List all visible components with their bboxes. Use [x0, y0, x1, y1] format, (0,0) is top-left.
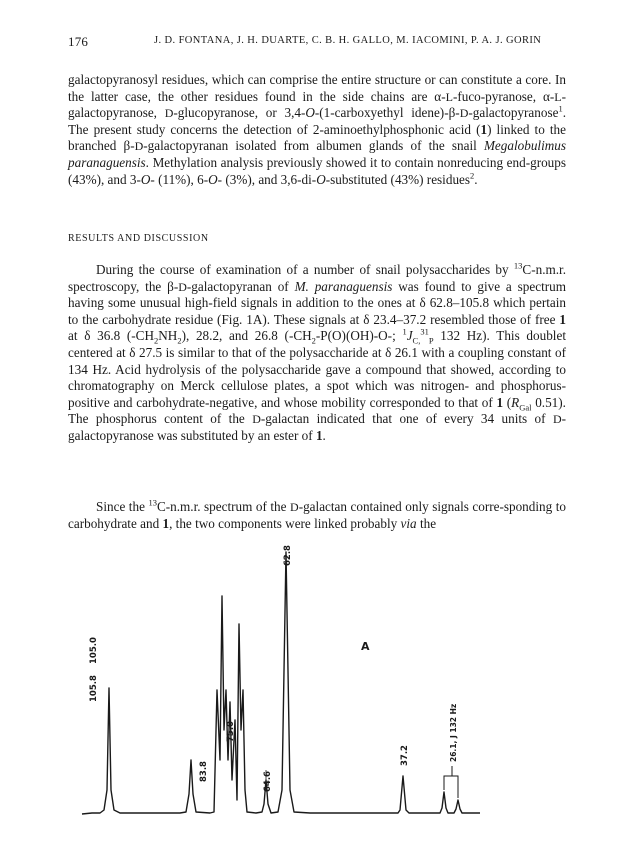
page-number: 176: [68, 34, 89, 49]
coupling-bracket: [444, 776, 458, 798]
results-paragraph: During the course of examination of a number of snail polysaccharides by $^{13}$C-n.m.r. spectroscopy, the β-D-galactopyranan of M. paranaguensis was found to give a spectrum having some unusual high-field signals in addition to the ones at δ 62.8–105.8 which pertain to the carbohydrate residue (Fig. 1A). These signals at δ 23.4–37.2 resembled those of free 1 at δ 36.8 $(-CH_2NH_2)$, 28.2, and 26.8 ($-CH_2-P(O)(OH)-O-$; $^1J_{C,}^{31}_P$ 132 Hz). This doublet centered at δ 27.5 is similar to that of the polysaccharide at δ 26.1 with a coupling constant of 134 Hz. Acid hydrolysis of the polysaccharide gave a compound that showed, according to chromatography on Merck cellulose plates, a spot which was nitrogen- and phosphorus-positive and carbohydrate-negative, and whose mobility corresponded to that of 1 ($R_{Gal}$ 0.51). The phosphorus content of the D-galactan indicated that one of every 34 units of D-galactopyranose was substituted by an ester of 1.: [68, 260, 567, 443]
peak-label-75-0: 75.0: [226, 721, 236, 742]
peak-label-105-0: 105.0: [89, 637, 99, 664]
peak-label-105-8: 105.8: [89, 675, 99, 702]
peak-label-64-6: 64.6: [263, 771, 273, 792]
author-line: J. D. FONTANA, J. H. DUARTE, C. B. H. GALLO, M. IACOMINI, P. A. J. GORIN: [154, 35, 542, 46]
peak-label-37-2: 37.2: [400, 745, 410, 766]
spectrum-trace: [82, 552, 480, 814]
peak-label-62-8: 62.8: [283, 545, 293, 566]
linkage-paragraph: Since the $^{13}$C-n.m.r. spectrum of the D-galactan contained only signals corre-sponding to carbohydrate and 1, the two components were linked probably via the: [68, 497, 566, 531]
nmr-spectrum-figure: [0, 540, 624, 864]
peak-label-26-1: 26.1, J 132 Hz: [449, 703, 458, 762]
section-heading: RESULTS AND DISCUSSION: [68, 233, 209, 244]
intro-paragraph: galactopyranosyl residues, which can comprise the entire structure or can constitute a core. In the latter case, the other residues found in the side chains are α-L-fuco-pyranose, α-L-galactopyranose, D-glucopyranose, or 3,4-O-(1-carboxyethyl idene)-β-D-galactopyranose$^1$. The present study concerns the detection of 2-aminoethylphosphonic acid (1) linked to the branched β-D-galactopyranan isolated from albumen glands of the snail Megalobulimus paranaguensis. Methylation analysis previously showed it to contain nonreducing end-groups (43%), and 3-O- (11%), 6-O- (3%), and 3,6-di-O-substituted (43%) residues$^2$.: [68, 72, 566, 187]
panel-label: A: [361, 640, 370, 653]
peak-label-83-8: 83.8: [199, 761, 209, 782]
